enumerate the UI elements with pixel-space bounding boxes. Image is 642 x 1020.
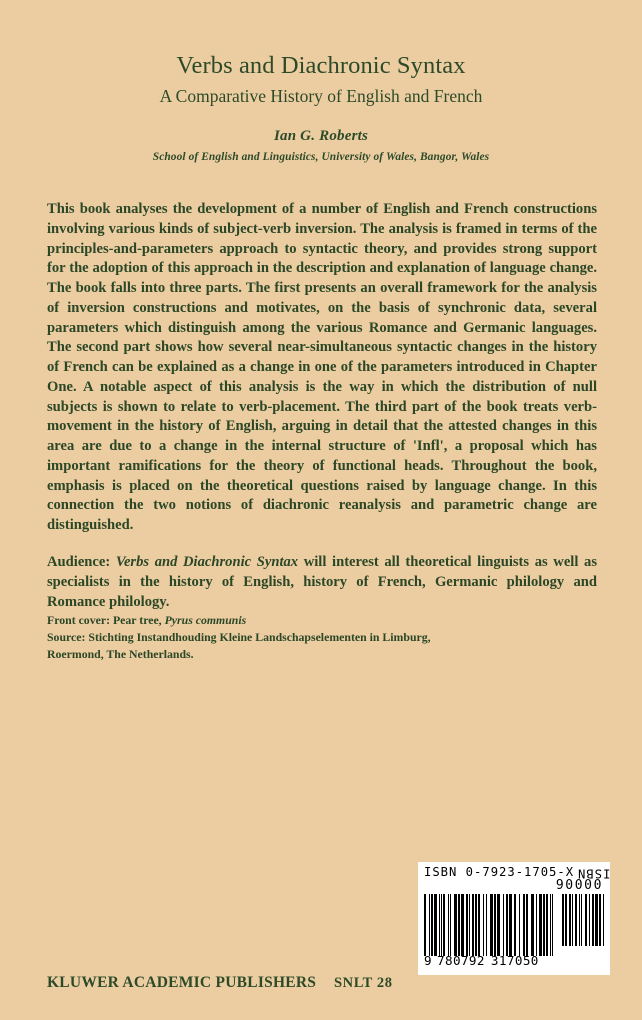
barcode-bars-addon bbox=[562, 894, 606, 946]
barcode-addon-value: 90000 bbox=[555, 878, 603, 893]
barcode-bar bbox=[431, 894, 433, 956]
publisher-name: KLUWER ACADEMIC PUBLISHERS bbox=[47, 974, 317, 991]
barcode-bars-main bbox=[424, 894, 555, 956]
barcode-bar bbox=[519, 894, 520, 956]
barcode-bar bbox=[466, 894, 468, 956]
title-block bbox=[0, 52, 642, 107]
blurb-paragraph-description: This book analyses the development of a number of English and French constructions involving various kinds of subject-verb inversion. The analysis is framed in terms of the principles-and-parameters approach to syntactic theory, and provides strong support for the adoption of this approach in the description and explanation of language change. The book falls into three parts. The first presents an overall framework for the analysis of inversion constructions and motivates, on the basis of synchronic data, several parameters which distinguish among the various Romance and Germanic languages. The second part shows how several near-simultaneous syntactic changes in the history of French can be explained as a change in one of the parameters introduced in Chapter One. A notable aspect of this analysis is the way in which the distribution of null subjects is shown to relate to verb-placement. The third part of the book treats verb-movement in the history of English, arguing in detail that the attested changes in this area are due to a change in the internal structure of 'Infl', a proposal which has important ramifications for the theory of functional heads. Throughout the book, emphasis is placed on the theoretical questions raised by language change. In this connection the two notions of diachronic reanalysis and parametric change are distinguished. bbox=[47, 201, 597, 534]
page-subtitle: A Comparative History of English and French bbox=[159, 86, 483, 107]
barcode-bar bbox=[552, 894, 553, 956]
barcode-bar bbox=[575, 894, 577, 946]
barcode-bar bbox=[546, 894, 548, 956]
cover-credits bbox=[47, 612, 597, 662]
barcode-bar bbox=[526, 894, 529, 956]
barcode-bar bbox=[443, 894, 445, 956]
author-name: Ian G. Roberts bbox=[273, 128, 369, 144]
barcode-bar bbox=[543, 894, 546, 956]
front-cover-credit-prefix: Front cover: Pear tree, bbox=[47, 613, 165, 627]
barcode-bar bbox=[562, 894, 564, 946]
barcode-bar bbox=[585, 894, 587, 946]
barcode-bar bbox=[454, 894, 457, 956]
barcode-bar bbox=[565, 894, 567, 946]
barcode-bar bbox=[514, 894, 517, 956]
barcode-bar bbox=[581, 894, 583, 946]
barcode-bar bbox=[469, 894, 470, 956]
barcode-bars bbox=[424, 894, 606, 956]
barcode-bar bbox=[472, 894, 474, 956]
isbn-flipped-label: ISBN bbox=[577, 866, 611, 881]
barcode-bar bbox=[478, 894, 480, 956]
ean-lead-digit: 9 bbox=[424, 953, 432, 968]
barcode-bar bbox=[572, 894, 574, 946]
isbn-barcode bbox=[418, 862, 610, 975]
barcode-bar bbox=[490, 894, 493, 956]
barcode-bar bbox=[569, 894, 571, 946]
author-affiliation: School of English and Linguistics, University of Wales, Bangor, Wales bbox=[152, 151, 490, 163]
barcode-bar bbox=[599, 894, 601, 946]
source-credit-line-2: Roermond, The Netherlands. bbox=[47, 646, 194, 661]
front-cover-credit bbox=[47, 612, 597, 629]
ean-group-1: 780792 bbox=[436, 953, 485, 968]
barcode-gap bbox=[604, 894, 606, 895]
ean-group-2: 317050 bbox=[490, 953, 539, 968]
isbn-number: ISBN 0-7923-1705-X bbox=[424, 865, 575, 879]
blurb-paragraph-audience bbox=[47, 553, 597, 612]
barcode-bar bbox=[434, 894, 437, 956]
barcode-bar bbox=[595, 894, 597, 946]
barcode-bar bbox=[531, 894, 534, 956]
barcode-bar bbox=[523, 894, 525, 956]
barcode-gap bbox=[553, 894, 555, 895]
author-block bbox=[0, 128, 642, 163]
audience-prefix: Audience: bbox=[47, 554, 116, 571]
barcode-bar bbox=[509, 894, 512, 956]
barcode-bar bbox=[448, 894, 449, 956]
barcode-bar bbox=[589, 894, 590, 946]
barcode-bar bbox=[603, 894, 604, 946]
source-credit-line-1: Source: Stichting Instandhouding Kleine Landschapselementen in Limburg, bbox=[47, 629, 431, 644]
barcode-bar bbox=[429, 894, 430, 956]
barcode-bar bbox=[424, 894, 426, 956]
barcode-bar bbox=[483, 894, 484, 956]
audience-suffix: will interest all theoretical linguists as well as specialists in the history of English, history of French, Germanic philology and Romance philology. bbox=[47, 554, 597, 610]
blurb-section bbox=[47, 200, 597, 612]
barcode-bar bbox=[503, 894, 504, 956]
barcode-bar bbox=[497, 894, 500, 956]
ean-digits-line bbox=[424, 953, 564, 968]
barcode-bar bbox=[439, 894, 441, 956]
barcode-bar bbox=[536, 894, 537, 956]
barcode-bar bbox=[461, 894, 464, 956]
barcode-bar bbox=[506, 894, 508, 956]
audience-book-title: Verbs and Diachronic Syntax bbox=[115, 554, 299, 571]
barcode-bar bbox=[458, 894, 460, 956]
barcode-bar bbox=[550, 894, 551, 956]
front-cover-species-name: Pyrus communis bbox=[164, 613, 247, 627]
barcode-bar bbox=[592, 894, 594, 946]
series-code: SNLT 28 bbox=[334, 975, 393, 991]
barcode-bar bbox=[494, 894, 496, 956]
barcode-bar bbox=[450, 894, 451, 956]
barcode-bar bbox=[441, 894, 442, 956]
barcode-bar bbox=[486, 894, 488, 956]
barcode-bar bbox=[539, 894, 542, 956]
page-title: Verbs and Diachronic Syntax bbox=[176, 52, 466, 79]
barcode-bar bbox=[475, 894, 477, 956]
